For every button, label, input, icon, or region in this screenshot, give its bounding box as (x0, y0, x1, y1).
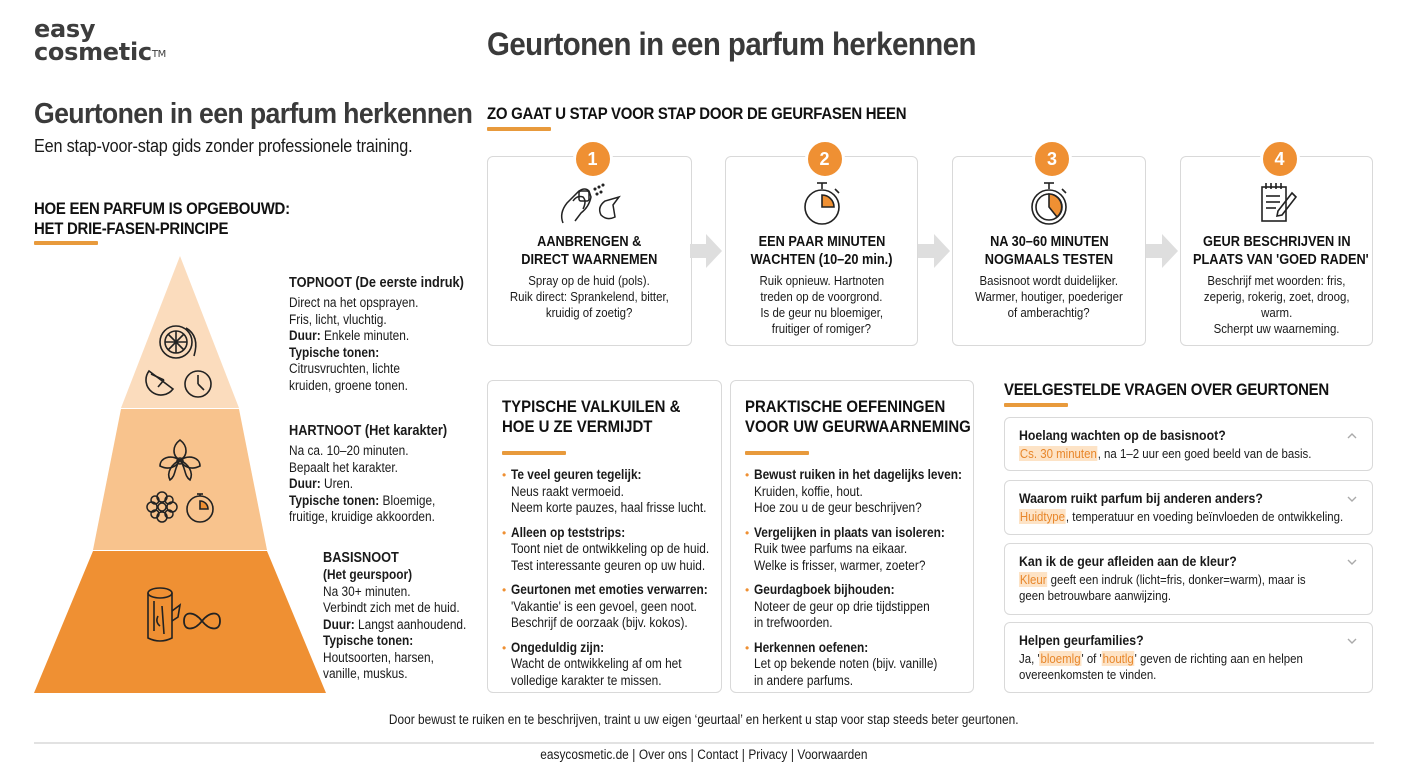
tones-label: Typische tonen: (323, 633, 414, 648)
faq-highlight: houtlg (1102, 651, 1134, 666)
faq-answer-mid: ' of ' (1081, 651, 1102, 666)
base-note-subheading: (Het geurspoor) (323, 567, 413, 582)
faq-answer-prefix: Ja, ' (1019, 651, 1040, 666)
step-card-2 (725, 149, 918, 346)
heading-underline (487, 127, 551, 131)
list-item (502, 582, 707, 632)
step-title-line2: NOGMAALS TESTEN (984, 252, 1114, 268)
pitfalls-title-line1: TYPISCHE VALKUILEN & (502, 397, 681, 416)
step-number-badge: 3 (1032, 139, 1072, 179)
tones-label: Typische tonen: (289, 344, 380, 360)
step-title-line1: AANBRENGEN & (537, 234, 642, 250)
list-item (502, 524, 710, 575)
heading-underline (502, 451, 566, 455)
faq-question: Waarom ruikt parfum bij anderen anders? (1019, 490, 1263, 506)
summary-text (0, 712, 1408, 727)
step-body-line: Ruik direct: Sprankelend, bitter, (510, 289, 669, 304)
list-item (745, 582, 959, 632)
faq-answer-cont: geen betrouwbare aanwijzing. (1019, 588, 1172, 603)
pyramid-base-layer (34, 551, 326, 693)
list-item (745, 640, 959, 690)
left-subtitle: Een stap-voor-stap gids zonder professionele training. (34, 136, 413, 156)
duration-label: Duur: (323, 616, 355, 632)
separator: | (690, 747, 694, 762)
item-line: volledige karakter te missen. (511, 672, 662, 688)
step-body-line: of amberachtig? (1007, 305, 1091, 320)
item-line: Kruiden, koffie, hout. (754, 483, 863, 499)
separator: | (741, 747, 745, 762)
step-title (1181, 233, 1372, 269)
step-body-line: Spray op de huid (pols). (528, 273, 651, 288)
faq-question: Hoelang wachten op de basisnoot? (1019, 427, 1226, 443)
tones-label: Typische tonen: (289, 492, 380, 508)
step-body (953, 273, 1145, 321)
fragrance-pyramid (34, 256, 326, 693)
base-note-duration: Langst aanhoudend. (357, 616, 467, 632)
pitfalls-title-line2: HOE U ZE VERMIJDT (502, 417, 653, 436)
step-number-badge: 4 (1260, 139, 1300, 179)
faq-highlight: Kleur (1019, 572, 1047, 587)
base-note-heading: BASISNOOT (323, 550, 399, 566)
heart-note-heading: HARTNOOT (Het karakter) (289, 423, 448, 439)
step-body-line: Basisnoot wordt duidelijker. (979, 273, 1119, 288)
step-title-line2: WACHTEN (10–20 min.) (750, 252, 893, 268)
list-item (502, 467, 707, 517)
item-line: in trefwoorden. (754, 615, 833, 630)
heart-note-description (289, 422, 447, 526)
heading-underline (745, 451, 809, 455)
step-body-line: fruitiger of romiger? (771, 321, 872, 336)
list-item (745, 467, 962, 517)
footer (0, 747, 1408, 762)
item-heading: Geurtonen met emoties verwarren: (511, 582, 708, 597)
step-card-4 (1180, 149, 1373, 346)
pitfalls-title (502, 397, 682, 437)
item-line: Test interessante geuren op uw huid. (511, 557, 706, 573)
faq-answer: , temperatuur en voeding beïnvloeden de ontwikkeling. (1065, 509, 1344, 524)
chevron-down-icon[interactable] (1346, 493, 1358, 505)
step-body (488, 273, 691, 321)
faq-item-3[interactable] (1004, 543, 1373, 615)
faq-answer: , na 1–2 uur een goed beeld van de basis. (1097, 446, 1312, 461)
step-body-line: warm. (1260, 305, 1293, 320)
arrow-right-icon (690, 234, 724, 268)
item-heading: Alleen op teststrips: (511, 524, 626, 540)
step-title (488, 233, 691, 269)
faq-highlight: Cs. 30 minuten (1019, 446, 1097, 461)
exercises-title (745, 397, 971, 437)
base-note-line2: Verbindt zich met de huid. (323, 600, 460, 615)
top-note-tones-1: Citrusvruchten, lichte (289, 361, 400, 376)
top-note-description (289, 274, 464, 394)
faq-highlight: bloemlg (1040, 651, 1081, 666)
exercises-title-line2: VOOR UW GEURWAARNEMING (745, 417, 971, 436)
faq-question: Kan ik de geur afleiden aan de kleur? (1019, 553, 1237, 569)
exercises-title-line1: PRAKTISCHE OEFENINGEN (745, 397, 946, 416)
footer-link-contact[interactable]: Contact (697, 747, 739, 762)
top-note-tones-2: kruiden, groene tonen. (289, 377, 408, 393)
arrow-right-icon (1146, 234, 1180, 268)
item-line: Beschrijf de oorzaak (bijv. kokos). (511, 615, 688, 630)
base-note-description (323, 550, 466, 683)
heading-underline (1004, 403, 1068, 407)
list-item (502, 640, 707, 690)
item-heading: Vergelijken in plaats van isoleren: (754, 524, 945, 540)
step-body-line: Warmer, houtiger, poederiger (975, 289, 1123, 304)
step-body (1181, 273, 1372, 337)
brand-logo (34, 15, 166, 66)
step-title-line2: DIRECT WAARNEMEN (521, 252, 658, 268)
item-line: in andere parfums. (754, 672, 854, 688)
item-line: Toont niet de ontwikkeling op de huid. (511, 541, 710, 556)
faq-item-2[interactable] (1004, 480, 1373, 535)
pitfalls-list (502, 467, 710, 689)
structure-heading-line1: HOE EEN PARFUM IS OPGEBOUWD: (34, 199, 290, 218)
step-card-3 (952, 149, 1146, 346)
base-note-tones-2: vanille, muskus. (323, 666, 408, 681)
item-line: Neem korte pauzes, haal frisse lucht. (511, 500, 707, 515)
footer-divider (34, 742, 1374, 744)
spray-hand-icon (488, 179, 691, 229)
trademark: TM (151, 49, 166, 60)
item-heading: Geurdagboek bijhouden: (754, 582, 895, 597)
separator: | (632, 747, 636, 762)
heart-note-duration: Uren. (323, 476, 354, 491)
step-body-line: treden op de voorgrond. (760, 289, 883, 304)
heart-note-line1: Na ca. 10–20 minuten. (289, 443, 409, 458)
faq-answer: ' geven de richting aan en helpen (1134, 651, 1303, 666)
pyramid-heart-layer (93, 409, 267, 550)
faq-heading: VEELGESTELDE VRAGEN OVER GEURTONEN (1004, 380, 1329, 399)
item-heading: Bewust ruiken in het dagelijks leven: (754, 467, 962, 482)
step-body (726, 273, 917, 337)
item-line: Welke is frisser, warmer, zoeter? (754, 557, 926, 573)
step-body-line: kruidig of zoetig? (546, 305, 633, 320)
left-title: Geurtonen in een parfum herkennen (34, 98, 473, 130)
item-line: Hoe zou u de geur beschrijven? (754, 500, 922, 515)
step-number-badge: 2 (805, 139, 845, 179)
logo-line1: easy (34, 15, 96, 43)
item-line: Wacht de ontwikkeling af om het (511, 656, 682, 671)
heart-note-line2: Bepaalt het karakter. (289, 459, 398, 475)
page-title: Geurtonen in een parfum herkennen (487, 26, 976, 62)
faq-answer: geeft een indruk (licht=fris, donker=warm), maar is (1047, 572, 1306, 587)
stopwatch-quarter-icon (726, 179, 917, 229)
base-note-tones-1: Houtsoorten, harsen, (323, 649, 434, 665)
step-title (953, 233, 1145, 269)
item-line: Let op bekende noten (bijv. vanille) (754, 656, 938, 671)
faq-question: Helpen geurfamilies? (1019, 632, 1144, 648)
footer-link-site[interactable]: easycosmetic.de (540, 747, 629, 762)
step-number-badge: 1 (573, 139, 613, 179)
separator: | (790, 747, 795, 762)
step-title-line1: GEUR BESCHRIJVEN IN (1202, 234, 1351, 250)
item-line: Ruik twee parfums na eikaar. (754, 541, 908, 556)
step-body-line: Is de geur nu bloemiger, (760, 305, 883, 320)
heading-underline (34, 241, 98, 245)
heart-note-tones-2: fruitige, kruidige akkoorden. (289, 509, 435, 524)
top-note-line1: Direct na het opsprayen. (289, 295, 419, 310)
exercises-list (745, 467, 962, 689)
duration-label: Duur: (289, 328, 321, 343)
faq-item-1[interactable] (1004, 417, 1373, 471)
footer-link-terms[interactable]: Voorwaarden (797, 747, 868, 762)
top-note-line2: Fris, licht, vluchtig. (289, 311, 387, 327)
chevron-down-icon[interactable] (1346, 556, 1358, 568)
structure-heading-line2: HET DRIE-FASEN-PRINCIPE (34, 219, 229, 238)
step-title (726, 233, 917, 269)
item-heading: Ongeduldig zijn: (511, 639, 605, 655)
summary-sentence: Door bewust te ruiken en te beschrijven, traint u uw eigen ‘geurtaal’ en herkent u stap voor stap steeds beter geurtonen. (389, 712, 1019, 727)
step-card-1 (487, 149, 692, 346)
step-body-line: Beschrijf met woorden: fris, (1207, 273, 1346, 288)
duration-label: Duur: (289, 476, 321, 491)
faq-highlight: Huidtype (1019, 509, 1066, 524)
step-title-line2: PLAATS VAN 'GOED RADEN' (1192, 252, 1369, 268)
faq-answer-cont: overeenkomsten te vinden. (1019, 667, 1157, 682)
step-body-line: Ruik opnieuw. Hartnoten (759, 273, 884, 288)
item-heading: Te veel geuren tegelijk: (511, 467, 642, 482)
notepad-pencil-icon (1181, 179, 1372, 229)
faq-item-4[interactable] (1004, 622, 1373, 693)
item-line: 'Vakantie' is een gevoel, geen noot. (511, 598, 697, 614)
item-line: Noteer de geur op drie tijdstippen (754, 598, 930, 614)
logo-line2: cosmetic (34, 38, 152, 66)
list-item (745, 525, 959, 575)
top-note-heading: TOPNOOT (De eerste indruk) (289, 275, 464, 291)
item-line: Neus raakt vermoeid. (511, 483, 624, 499)
stopwatch-half-icon (953, 179, 1145, 229)
item-heading: Herkennen oefenen: (754, 639, 869, 655)
step-body-line: Scherpt uw waarneming. (1213, 321, 1340, 336)
exercises-card (730, 380, 974, 693)
chevron-down-icon[interactable] (1346, 635, 1358, 647)
top-note-duration: Enkele minuten. (323, 328, 410, 343)
steps-heading: ZO GAAT U STAP VOOR STAP DOOR DE GEURFASEN HEEN (487, 104, 907, 123)
chevron-up-icon[interactable] (1346, 430, 1358, 442)
footer-link-privacy[interactable]: Privacy (748, 747, 788, 762)
heart-note-tones-1: Bloemige, (382, 492, 436, 508)
pitfalls-card (487, 380, 722, 693)
base-note-line1: Na 30+ minuten. (323, 583, 411, 599)
step-title-line1: EEN PAAR MINUTEN (758, 234, 885, 250)
footer-link-about[interactable]: Over ons (639, 747, 688, 762)
step-body-line: zeperig, rokerig, zoet, droog, (1203, 289, 1350, 304)
structure-heading (34, 199, 290, 239)
step-title-line1: NA 30–60 MINUTEN (989, 234, 1109, 250)
arrow-right-icon (918, 234, 952, 268)
